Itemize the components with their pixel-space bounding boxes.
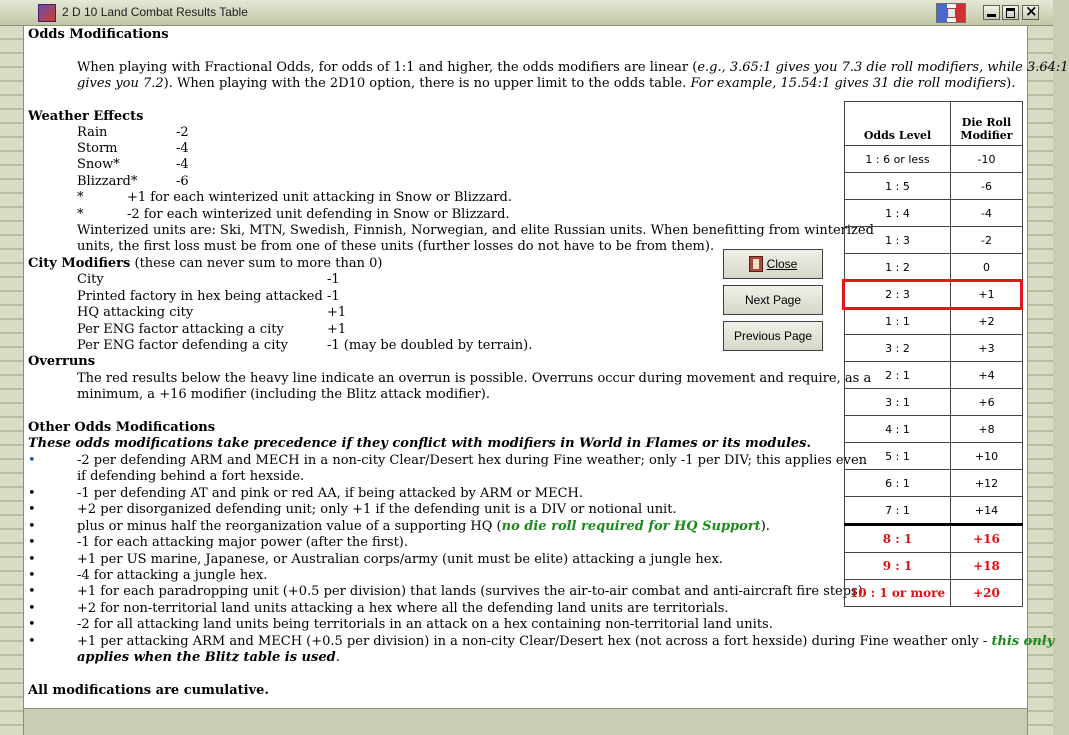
odds-row — [845, 146, 1023, 173]
overruns-line1: The red results below the heavy line indicate an overrun is possible. Overruns occur during movement and require, as a — [77, 371, 872, 386]
modifier-cell: +10 — [951, 443, 1023, 470]
mod-item: +2 per disorganized defending unit; only +1 if the defending unit is a DIV or notional unit. — [77, 502, 677, 517]
odds-row — [845, 308, 1023, 335]
odds-row — [845, 416, 1023, 443]
bullet: • — [28, 519, 36, 534]
odds-level-cell: 7 : 1 — [845, 497, 951, 525]
odds-level-cell: 4 : 1 — [845, 416, 951, 443]
close-window-button[interactable] — [1022, 5, 1039, 20]
weather-blizzard-value: -6 — [176, 174, 189, 189]
modifier-cell: +20 — [951, 580, 1023, 607]
odds-row — [845, 281, 1023, 308]
odds-level-cell: 6 : 1 — [845, 470, 951, 497]
city-item-value: -1 — [327, 289, 340, 304]
mod-item: +2 for non-territorial land units attacking a hex where all the defending land units are territorials. — [77, 601, 729, 616]
bullet: • — [28, 617, 36, 632]
title-bar[interactable] — [0, 0, 1053, 26]
weather-storm: Storm — [77, 141, 118, 156]
odds-row — [845, 525, 1023, 553]
city-item-value: +1 — [327, 305, 347, 320]
modifier-cell: 0 — [951, 254, 1023, 281]
mod-item: +1 per attacking ARM and MECH (+0.5 per division) in a non-city Clear/Desert hex (not across a fort hexside) during Fine weather only - this only — [77, 634, 1055, 649]
weather-rain: Rain — [77, 125, 108, 140]
odds-level-cell: 2 : 3 — [845, 281, 951, 308]
cumulative-note: All modifications are cumulative. — [28, 683, 269, 698]
odds-level-cell: 1 : 3 — [845, 227, 951, 254]
odds-row — [845, 580, 1023, 607]
bullet: • — [28, 584, 36, 599]
modifier-cell: -4 — [951, 200, 1023, 227]
weather-snow-value: -4 — [176, 157, 189, 172]
odds-row — [845, 553, 1023, 580]
previous-page-label: Previous Page — [733, 329, 813, 343]
odds-mods-heading: Odds Modifications — [28, 27, 169, 42]
mod-item: -4 for attacking a jungle hex. — [77, 568, 268, 583]
odds-level-cell: 8 : 1 — [845, 525, 951, 553]
weather-blizzard: Blizzard* — [77, 174, 138, 189]
odds-level-cell: 10 : 1 or more — [845, 580, 951, 607]
content-panel — [24, 26, 1069, 708]
mod-item-cont: applies when the Blitz table is used. — [77, 650, 340, 665]
odds-row — [845, 389, 1023, 416]
bullet: • — [28, 486, 36, 501]
odds-level-cell: 1 : 5 — [845, 173, 951, 200]
odds-row — [845, 470, 1023, 497]
door-exit-icon — [749, 256, 763, 272]
window-frame-bottom — [24, 708, 1027, 735]
odds-level-cell: 1 : 2 — [845, 254, 951, 281]
bullet: • — [28, 568, 36, 583]
other-mods-heading: Other Odds Modifications — [28, 420, 216, 435]
modifier-cell: +3 — [951, 335, 1023, 362]
modifier-cell: +16 — [951, 525, 1023, 553]
bullet: • — [28, 535, 36, 550]
odds-level-cell: 2 : 1 — [845, 362, 951, 389]
modifier-cell: +8 — [951, 416, 1023, 443]
weather-rain-value: -2 — [176, 125, 189, 140]
weather-note-2: -2 for each winterized unit defending in Snow or Blizzard. — [127, 207, 510, 222]
city-item-value: +1 — [327, 322, 347, 337]
odds-level-cell: 1 : 6 or less — [845, 146, 951, 173]
odds-level-cell: 3 : 2 — [845, 335, 951, 362]
odds-table — [844, 101, 1023, 607]
modifier-cell: -6 — [951, 173, 1023, 200]
winterized-line1: Winterized units are: Ski, MTN, Swedish, Finnish, Norwegian, and elite Russian units. When benefitting from winterized — [77, 223, 874, 238]
city-item: City — [77, 272, 104, 287]
city-heading: City Modifiers (these can never sum to more than 0) — [28, 256, 383, 271]
odds-level-cell: 1 : 1 — [845, 308, 951, 335]
weather-heading: Weather Effects — [28, 109, 144, 124]
city-item: Printed factory in hex being attacked — [77, 289, 323, 304]
precedence-note: These odds modifications take precedence if they conflict with modifiers in World in Flames or its modules. — [28, 436, 812, 451]
city-item: HQ attacking city — [77, 305, 194, 320]
previous-page-button[interactable] — [723, 321, 823, 351]
minimize-button[interactable] — [983, 5, 1000, 20]
mod-item: -2 for all attacking land units being territorials in an attack on a hex containing non-territorial land units. — [77, 617, 773, 632]
odds-level-cell: 9 : 1 — [845, 553, 951, 580]
weather-snow: Snow* — [77, 157, 120, 172]
odds-row — [845, 362, 1023, 389]
window-frame-left — [0, 26, 24, 735]
city-item-value: -1 — [327, 272, 340, 287]
app-icon — [38, 4, 56, 22]
city-item: Per ENG factor defending a city — [77, 338, 288, 353]
overruns-line2: minimum, a +16 modifier (including the Blitz attack modifier). — [77, 387, 490, 402]
modifier-cell: -10 — [951, 146, 1023, 173]
flag-icon — [936, 3, 966, 23]
odds-level-cell: 5 : 1 — [845, 443, 951, 470]
modifier-cell: +14 — [951, 497, 1023, 525]
mod-item: -1 for each attacking major power (after the first). — [77, 535, 409, 550]
window-title: 2 D 10 Land Combat Results Table — [62, 5, 248, 19]
odds-row — [845, 254, 1023, 281]
mod-item: plus or minus half the reorganization value of a supporting HQ (no die roll required for HQ Support). — [77, 519, 770, 534]
next-page-button[interactable] — [723, 285, 823, 315]
odds-row — [845, 335, 1023, 362]
bullet: • — [28, 634, 36, 649]
city-item: Per ENG factor attacking a city — [77, 322, 284, 337]
odds-row — [845, 443, 1023, 470]
odds-mods-line1: When playing with Fractional Odds, for odds of 1:1 and higher, the odds modifiers are linear (e.g., 3.65:1 gives you 7.3 die roll modifiers, while 3.64:1 — [77, 60, 1069, 75]
bullet: • — [28, 453, 36, 468]
modifier-cell: +12 — [951, 470, 1023, 497]
bullet: • — [28, 502, 36, 517]
overruns-heading: Overruns — [28, 354, 96, 369]
maximize-button[interactable] — [1002, 5, 1019, 20]
window-frame-right — [1027, 26, 1053, 735]
odds-level-header: Odds Level — [845, 102, 951, 146]
odds-level-cell: 3 : 1 — [845, 389, 951, 416]
odds-mods-line2: gives you 7.2). When playing with the 2D10 option, there is no upper limit to the odds table. For example, 15.54:1 gives 31 die roll modifiers). — [77, 76, 1016, 91]
weather-storm-value: -4 — [176, 141, 189, 156]
mod-item: -1 per defending AT and pink or red AA, if being attacked by ARM or MECH. — [77, 486, 584, 501]
mod-item-cont: if defending behind a fort hexside. — [77, 469, 305, 484]
weather-note-1: +1 for each winterized unit attacking in Snow or Blizzard. — [127, 190, 512, 205]
next-page-label: Next Page — [744, 293, 802, 307]
modifier-cell: +6 — [951, 389, 1023, 416]
bullet: • — [28, 552, 36, 567]
mod-item: +1 for each paradropping unit (+0.5 per division) that lands (survives the air-to-air combat and anti-aircraft fire steps). — [77, 584, 867, 599]
city-item-value: -1 (may be doubled by terrain). — [327, 338, 533, 353]
modifier-cell: +2 — [951, 308, 1023, 335]
winterized-line2: units, the first loss must be from one of these units (further losses do not have to be from them). — [77, 239, 715, 254]
close-button-label: Close — [766, 257, 798, 271]
modifier-cell: +4 — [951, 362, 1023, 389]
modifier-header: Die Roll Modifier — [951, 102, 1023, 146]
bullet: • — [28, 601, 36, 616]
modifier-cell: +18 — [951, 553, 1023, 580]
mod-item: -2 per defending ARM and MECH in a non-city Clear/Desert hex during Fine weather; only -1 per DIV; this applies even — [77, 453, 868, 468]
odds-row — [845, 200, 1023, 227]
mod-item: +1 per US marine, Japanese, or Australian corps/army (unit must be elite) attacking a jungle hex. — [77, 552, 723, 567]
modifier-cell: +1 — [951, 281, 1023, 308]
odds-level-cell: 1 : 4 — [845, 200, 951, 227]
odds-row — [845, 173, 1023, 200]
weather-note-mark: * — [77, 207, 84, 222]
weather-note-mark: * — [77, 190, 84, 205]
odds-row — [845, 227, 1023, 254]
close-button[interactable] — [723, 249, 823, 279]
odds-row — [845, 497, 1023, 525]
modifier-cell: -2 — [951, 227, 1023, 254]
